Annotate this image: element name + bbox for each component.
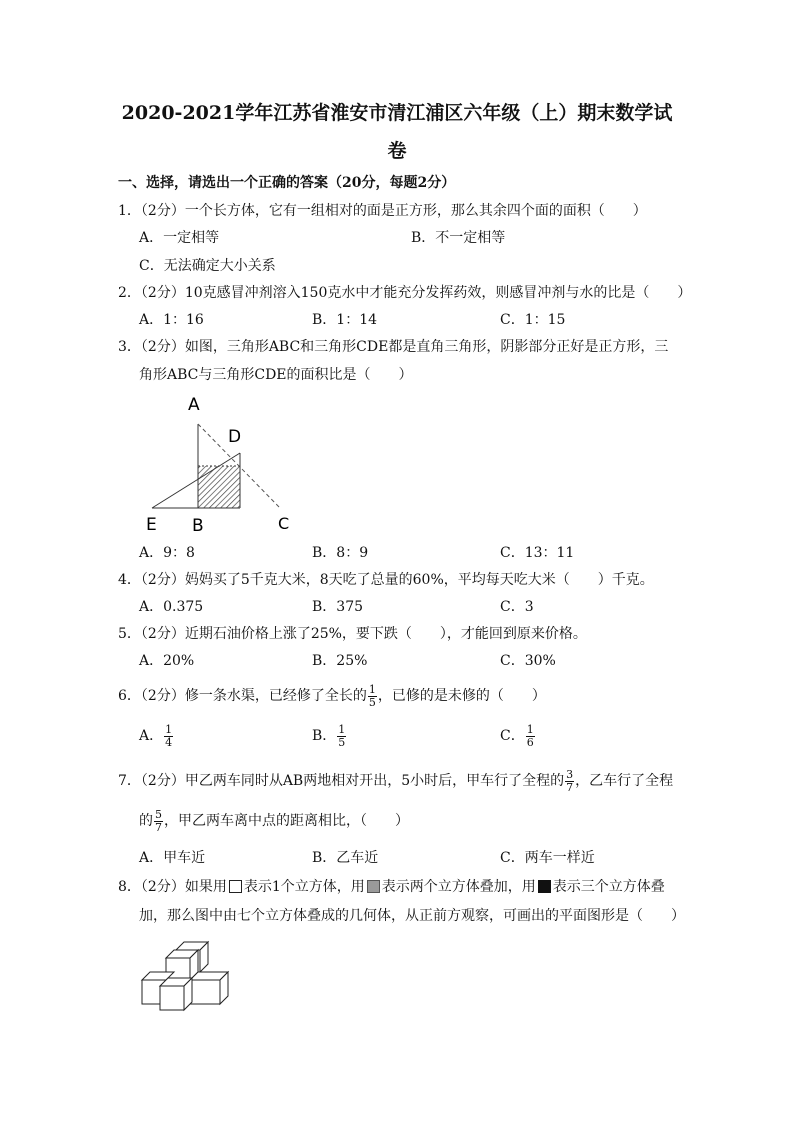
q5-stem: 5．（2分）近期石油价格上涨了25%，要下跌（ ），才能回到原来价格。	[118, 626, 587, 642]
q1-option-b: B．不一定相等	[411, 230, 506, 246]
q5-option-c: C．30%	[500, 653, 556, 669]
q2-option-b: B．1：14	[312, 312, 378, 328]
q8-cube-stack-figure	[138, 936, 234, 1016]
q6-option-c: C． $\frac{1}{6}$	[500, 722, 534, 749]
q4-option-b: B．375	[312, 599, 364, 615]
q2-stem: 2．（2分）10克感冒冲剂溶入150克水中才能充分发挥药效，则感冒冲剂与水的比是（ ）	[118, 285, 692, 301]
q3-option-b: B．8：9	[312, 545, 369, 561]
label-c: C	[278, 514, 290, 533]
q8-stem-line1: 8．（2分）如果用 表示1个立方体，用 表示两个立方体叠加，用 表示三个立方体叠	[118, 879, 665, 895]
q3-option-c: C．13：11	[500, 545, 575, 561]
q7-fraction-2: $\frac{5}{7}$	[155, 807, 162, 834]
q1-stem: 1．（2分）一个长方体，它有一组相对的面是正方形，那么其余四个面的面积（ ）	[118, 203, 647, 219]
label-a: A	[188, 395, 200, 415]
q6-option-b: B． $\frac{1}{5}$	[312, 722, 346, 749]
q6-fraction: $\frac{1}{5}$	[368, 682, 376, 709]
label-b: B	[192, 516, 204, 536]
page-title-continued: 卷	[387, 140, 407, 162]
q1-option-c: C．无法确定大小关系	[139, 258, 276, 274]
q2-option-c: C．1：15	[500, 312, 566, 328]
q7-option-b: B．乙车近	[312, 850, 379, 866]
section-heading: 一、选择，请选出一个正确的答案（20分，每题2分）	[118, 175, 456, 191]
q7-stem-line1: 7．（2分）甲乙两车同时从AB两地相对开出，5小时后，甲车行了全程的 $\frac{3}{7}$ ，乙车行了全程	[118, 767, 674, 794]
q5-option-b: B．25%	[312, 653, 368, 669]
shaded-square	[198, 466, 240, 508]
q6-stem	[118, 681, 546, 711]
q7-option-c: C．两车一样近	[500, 850, 595, 866]
q7-fraction-1: $\frac{3}{7}$	[566, 767, 574, 794]
q5-option-a: A．20%	[139, 653, 195, 669]
q7-option-a: A．甲车近	[139, 850, 206, 866]
q1-option-a: A．一定相等	[139, 230, 220, 246]
page-title: 2020-2021学年江苏省淮安市清江浦区六年级（上）期末数学试	[121, 102, 673, 124]
q3-stem-line1: 3．（2分）如图，三角形ABC和三角形CDE都是直角三角形，阴影部分正好是正方形，三	[118, 339, 669, 355]
gray-square-icon	[367, 880, 380, 893]
black-square-icon	[538, 880, 551, 893]
label-d: D	[228, 427, 242, 447]
q4-option-a: A．0.375	[139, 599, 204, 615]
q3-triangle-figure	[140, 390, 300, 538]
q3-stem-line2: 角形ABC与三角形CDE的面积比是（ ）	[139, 367, 413, 383]
q4-option-c: C．3	[500, 599, 534, 615]
q4-stem: 4．（2分）妈妈买了5千克大米，8天吃了总量的60%，平均每天吃大米（ ）千克。	[118, 572, 654, 588]
q3-option-a: A．9：8	[139, 545, 195, 561]
q6-option-a: A． $\frac{1}{4}$	[139, 722, 173, 749]
q6-stem-text: 6．（2分）修一条水渠，已经修了全长的	[118, 688, 367, 704]
q8-stem-line2: 加，那么图中由七个立方体叠成的几何体，从正前方观察，可画出的平面图形是（ ）	[139, 908, 685, 924]
q6-stem-text-end: ，已修的是未修的（ ）	[377, 688, 546, 704]
q2-option-a: A．1：16	[139, 312, 204, 328]
q7-stem-line2: 的 $\frac{5}{7}$ ，甲乙两车离中点的距离相比，（ ）	[139, 807, 409, 834]
label-e: E	[146, 515, 157, 535]
empty-square-icon	[229, 880, 242, 893]
